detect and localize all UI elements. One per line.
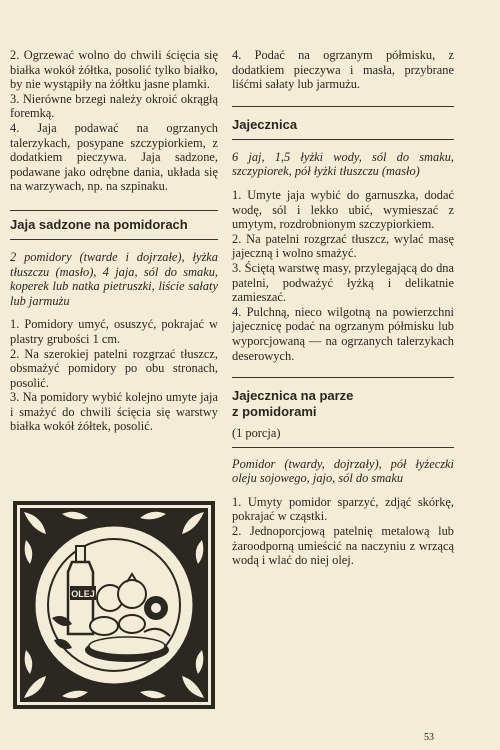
right-column bbox=[232, 48, 454, 568]
recipe-title-line-1: Jajecznica na parze bbox=[232, 388, 354, 404]
ingredients bbox=[232, 150, 454, 179]
left-column bbox=[10, 48, 218, 434]
section-rule bbox=[232, 377, 454, 378]
step-text: 1. Pomidory umyć, osuszyć, pokrajać w plastry grubości 1 cm. bbox=[10, 317, 218, 346]
step-text: 1. Umyty pomidor sparzyć, zdjąć skórkę, pokrajać w cząstki. bbox=[232, 494, 454, 524]
recipe-title: Jaja sadzone na pomidorach bbox=[10, 216, 188, 232]
step-text: 3. Na pomidory wybić kolejno umyte jaja i smażyć do chwili ścięcia się warstwy białka wokół żółtek, posolić. bbox=[10, 390, 218, 434]
ingredients-text: 6 jaj, 1,5 łyżki wody, sól do smaku, szczypiorek, pół łyżki tłuszczu (masło) bbox=[232, 149, 454, 179]
step-text: 2. Na patelni rozgrzać tłuszcz, wylać masę jajeczną i wolno smażyć. bbox=[232, 231, 454, 261]
page-number: 53 bbox=[424, 732, 434, 743]
ingredients bbox=[232, 457, 454, 486]
section-rule bbox=[232, 447, 454, 448]
illustration-graphic bbox=[12, 500, 216, 710]
recipe-title-line-2: z pomidorami bbox=[232, 404, 317, 420]
intro-steps bbox=[10, 48, 218, 194]
step-text: 4. Jaja podawać na ogrzanych talerzykach, posypane szczypiorkiem, z dodatkiem pieczywa. Jaja sadzone, podawane jako odrębne dania, układa się na warzywach, np. na szpinaku. bbox=[10, 120, 218, 194]
ingredients-text: 2 pomidory (twarde i dojrzałe), łyżka tłuszczu (masło), 4 jaja, sól do smaku, koperek lub natka pietruszki, liście sałaty lub jarmużu bbox=[10, 249, 218, 308]
step-text: 2. Na szerokiej patelni rozgrzać tłuszcz, obsmażyć pomidory po obu stronach, posolić. bbox=[10, 346, 218, 390]
portion-note: (1 porcja) bbox=[232, 426, 281, 441]
step-text: 3. Nierówne brzegi należy okroić okrągłą foremką. bbox=[10, 91, 218, 121]
recipe-steps bbox=[10, 317, 218, 434]
step-text: 4. Pulchną, nieco wilgotną na powierzchni jajecznicę podać na ogrzanym półmisku lub wyporcjowaną — na ogrzanych talerzykach deserowych. bbox=[232, 304, 454, 363]
woodcut-illustration bbox=[12, 500, 216, 710]
step-text: 3. Ściętą warstwę masy, przylegającą do dna patelni, podważyć łyżką i delikatnie zamieszać. bbox=[232, 260, 454, 305]
step-text: 4. Podać na ogrzanym półmisku, z dodatkiem pieczywa i masła, przybrane liśćmi sałaty lub jarmużu. bbox=[232, 48, 454, 92]
recipe-title: Jajecznica bbox=[232, 116, 298, 132]
step-text: 2. Jednoporcjową patelnię metalową lub żaroodporną umieścić na naczyniu z wrzącą wodą i wlać do niej olej. bbox=[232, 524, 454, 568]
ingredients bbox=[10, 250, 218, 308]
bottle-label: OLEJ bbox=[71, 589, 95, 599]
section-rule bbox=[232, 139, 454, 140]
section-rule bbox=[232, 106, 454, 107]
section-rule bbox=[10, 239, 218, 240]
section-rule bbox=[10, 210, 218, 211]
recipe-steps bbox=[232, 495, 454, 568]
step-text: 1. Umyte jaja wybić do garnuszka, dodać wodę, sól i lekko ubić, wymieszać z umytym, rozdrobnionym szczypiorkiem. bbox=[232, 187, 454, 232]
step-text: 2. Ogrzewać wolno do chwili ścięcia się białka wokół żółtka, posolić tylko białko, by nie wystąpiły na żółtku jasne plamki. bbox=[10, 48, 218, 92]
ingredients-text: Pomidor (twardy, dojrzały), pół łyżeczki oleju sojowego, jajo, sól do smaku bbox=[232, 456, 454, 486]
intro-steps bbox=[232, 48, 454, 92]
recipe-steps bbox=[232, 188, 454, 363]
